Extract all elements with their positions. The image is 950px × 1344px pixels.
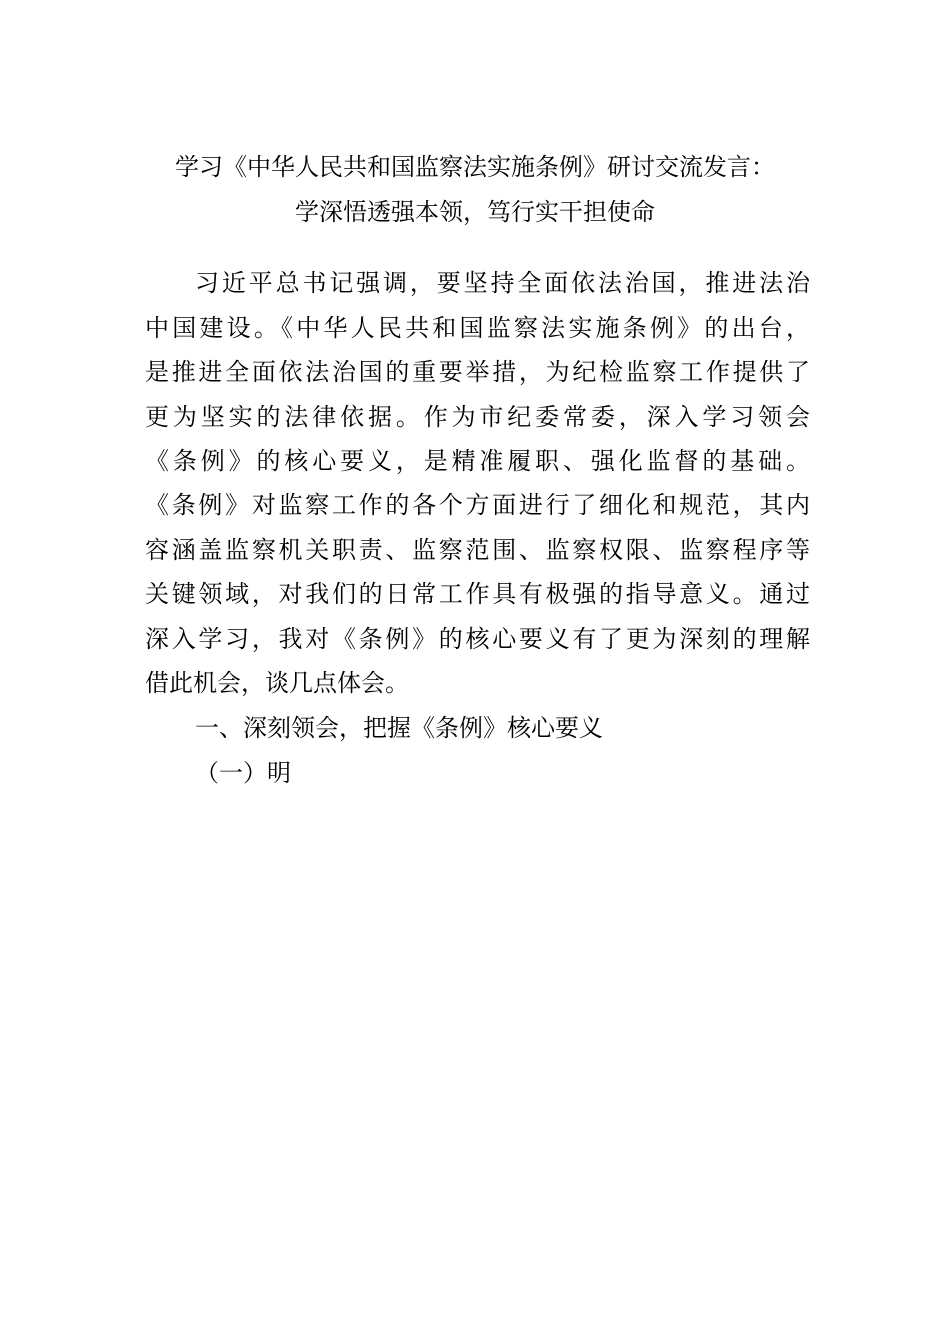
paragraph-line: 关键领域，对我们的日常工作具有极强的指导意义。通过 — [145, 580, 810, 608]
section-heading: 一、深刻领会，把握《条例》核心要义 — [195, 714, 603, 742]
paragraph-line: 更为坚实的法律依据。作为市纪委常委，深入学习领会 — [145, 403, 810, 431]
paragraph-line: 借此机会，谈几点体会。 — [145, 669, 409, 697]
paragraph-line: 《条例》的核心要义，是精准履职、强化监督的基础。 — [145, 447, 810, 475]
paragraph-line: 深入学习，我对《条例》的核心要义有了更为深刻的理解 — [145, 625, 810, 653]
paragraph-line: 是推进全面依法治国的重要举措，为纪检监察工作提供了 — [145, 358, 810, 386]
paragraph-line: 容涵盖监察机关职责、监察范围、监察权限、监察程序等 — [145, 536, 810, 564]
document-title-line-2: 学深悟透强本领，笃行实干担使命 — [295, 198, 655, 226]
paragraph-line: 《条例》对监察工作的各个方面进行了细化和规范，其内 — [145, 491, 810, 519]
paragraph-line: 中国建设。《中华人民共和国监察法实施条例》的出台， — [145, 314, 810, 342]
document-title-line-1: 学习《中华人民共和国监察法实施条例》研讨交流发言： — [175, 153, 775, 181]
paragraph-line: 习近平总书记强调，要坚持全面依法治国，推进法治 — [195, 269, 810, 297]
subsection-heading: （一）明 — [195, 759, 291, 787]
